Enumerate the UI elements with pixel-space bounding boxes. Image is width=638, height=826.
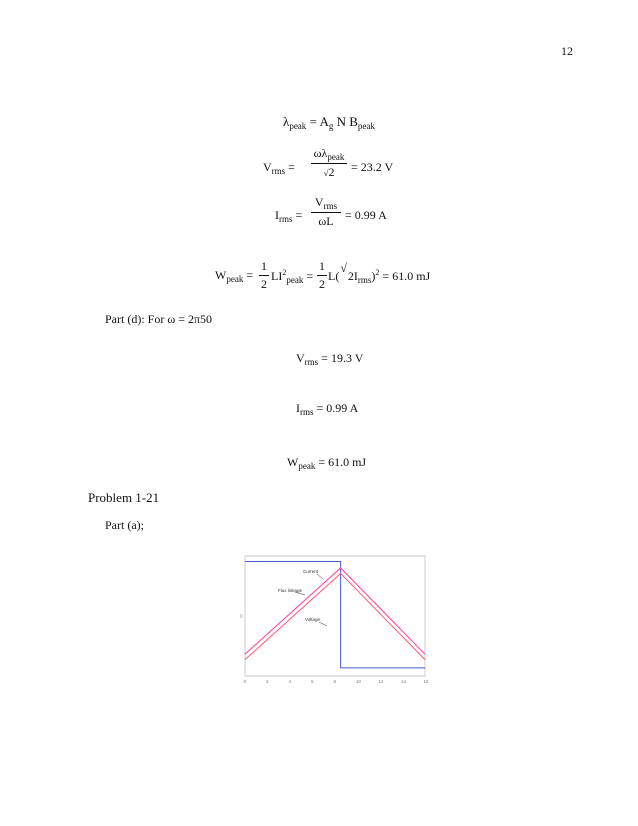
flux-density-symbol: B	[349, 114, 358, 129]
wpeak-subscript: peak	[298, 461, 316, 471]
result-wpeak	[287, 455, 366, 471]
page-number: 12	[561, 44, 573, 58]
vrms-numerator: ωλ	[313, 146, 328, 160]
equals-sign: =	[295, 208, 303, 222]
vrms-subscript: rms	[304, 357, 319, 367]
y-axis-tick-zero: 0	[240, 614, 243, 620]
area-symbol: A	[319, 114, 329, 129]
voltage-label: Voltage	[305, 617, 321, 622]
wpeak-lhs	[215, 268, 253, 284]
irms-symbol: I	[296, 401, 300, 415]
vrms-symbol: V	[263, 160, 272, 174]
wpeak-symbol: W	[287, 455, 299, 469]
problem-heading: Problem 1-21	[88, 490, 160, 505]
li-subscript: peak	[286, 275, 304, 285]
lambda-subscript: peak	[289, 121, 307, 131]
half-numerator-2: 1	[319, 259, 325, 273]
vrms-value: = 19.3 V	[321, 351, 364, 365]
part-d-label: Part (d): For ω = 2π50	[105, 312, 213, 326]
wpeak-term2	[328, 261, 431, 285]
x-tick-label: 0	[243, 679, 247, 684]
area-subscript: g	[328, 121, 334, 131]
sqrt-icon: √	[340, 261, 347, 275]
irms-subscript: rms	[300, 407, 314, 417]
x-tick-label: 2	[266, 679, 269, 684]
x-tick-label: 8	[333, 679, 337, 684]
plot-frame	[245, 556, 425, 676]
two-i-term: 2I	[347, 269, 358, 283]
lambda-symbol: λ	[283, 114, 290, 129]
flux-density-subscript: peak	[357, 121, 375, 131]
half-numerator: 1	[261, 259, 267, 273]
l-open-paren: L(	[328, 269, 340, 283]
irms-symbol: I	[275, 208, 279, 222]
wpeak-subscript: peak	[226, 274, 244, 284]
half-denominator: 2	[261, 277, 267, 291]
x-tick-label: 16	[423, 679, 429, 684]
irms-subscript: rms	[279, 214, 293, 224]
vrms-numerator-subscript: peak	[327, 152, 345, 162]
equals-sign: =	[309, 114, 317, 129]
result-vrms	[296, 351, 363, 367]
turns-symbol: N	[336, 114, 346, 129]
half-fraction-2	[317, 259, 327, 292]
close-paren: )	[371, 269, 376, 283]
vrms-fraction	[311, 146, 347, 180]
wpeak-value: = 61.0 mJ	[318, 455, 367, 469]
x-tick-label: 12	[378, 679, 384, 684]
equation-lambda-peak	[283, 114, 375, 131]
wpeak-term1	[271, 268, 313, 285]
wpeak-symbol: W	[215, 268, 227, 282]
half-fraction-1	[259, 259, 269, 292]
half-denominator-2: 2	[319, 277, 325, 291]
x-tick-label: 14	[401, 679, 407, 684]
rms-subscript: rms	[357, 275, 372, 285]
x-tick-label: 4	[288, 679, 292, 684]
irms-numerator-subscript: rms	[323, 201, 338, 211]
vrms-lhs	[263, 160, 295, 176]
result-irms	[296, 401, 358, 417]
irms-numerator: V	[314, 195, 324, 209]
wpeak-result: = 61.0 mJ	[382, 269, 431, 283]
vrms-denominator: 2	[328, 165, 335, 179]
equals-sign: =	[246, 268, 254, 282]
irms-result: = 0.99 A	[345, 208, 387, 222]
vrms-subscript: rms	[271, 166, 286, 176]
irms-lhs	[275, 208, 302, 224]
waveform-figure	[239, 552, 435, 688]
equals-sign: =	[288, 160, 295, 174]
vrms-result: = 23.2 V	[351, 160, 394, 174]
irms-value: = 0.99 A	[316, 401, 359, 415]
sqrt-icon: √	[323, 168, 329, 178]
li-term: LI	[271, 269, 283, 283]
part-a-label: Part (a);	[105, 518, 144, 532]
flux-label: Flux linkage	[278, 588, 303, 593]
current-label: Current	[303, 569, 319, 574]
li-superscript: 2	[282, 268, 287, 277]
x-tick-layer	[244, 679, 430, 684]
squared-superscript: 2	[375, 268, 380, 277]
vrms-symbol: V	[296, 351, 305, 365]
x-tick-label: 10	[356, 679, 362, 684]
irms-denominator: ωL	[318, 214, 334, 228]
irms-fraction	[311, 195, 341, 229]
x-tick-label: 6	[311, 679, 314, 684]
equals-sign-2: =	[306, 269, 314, 283]
